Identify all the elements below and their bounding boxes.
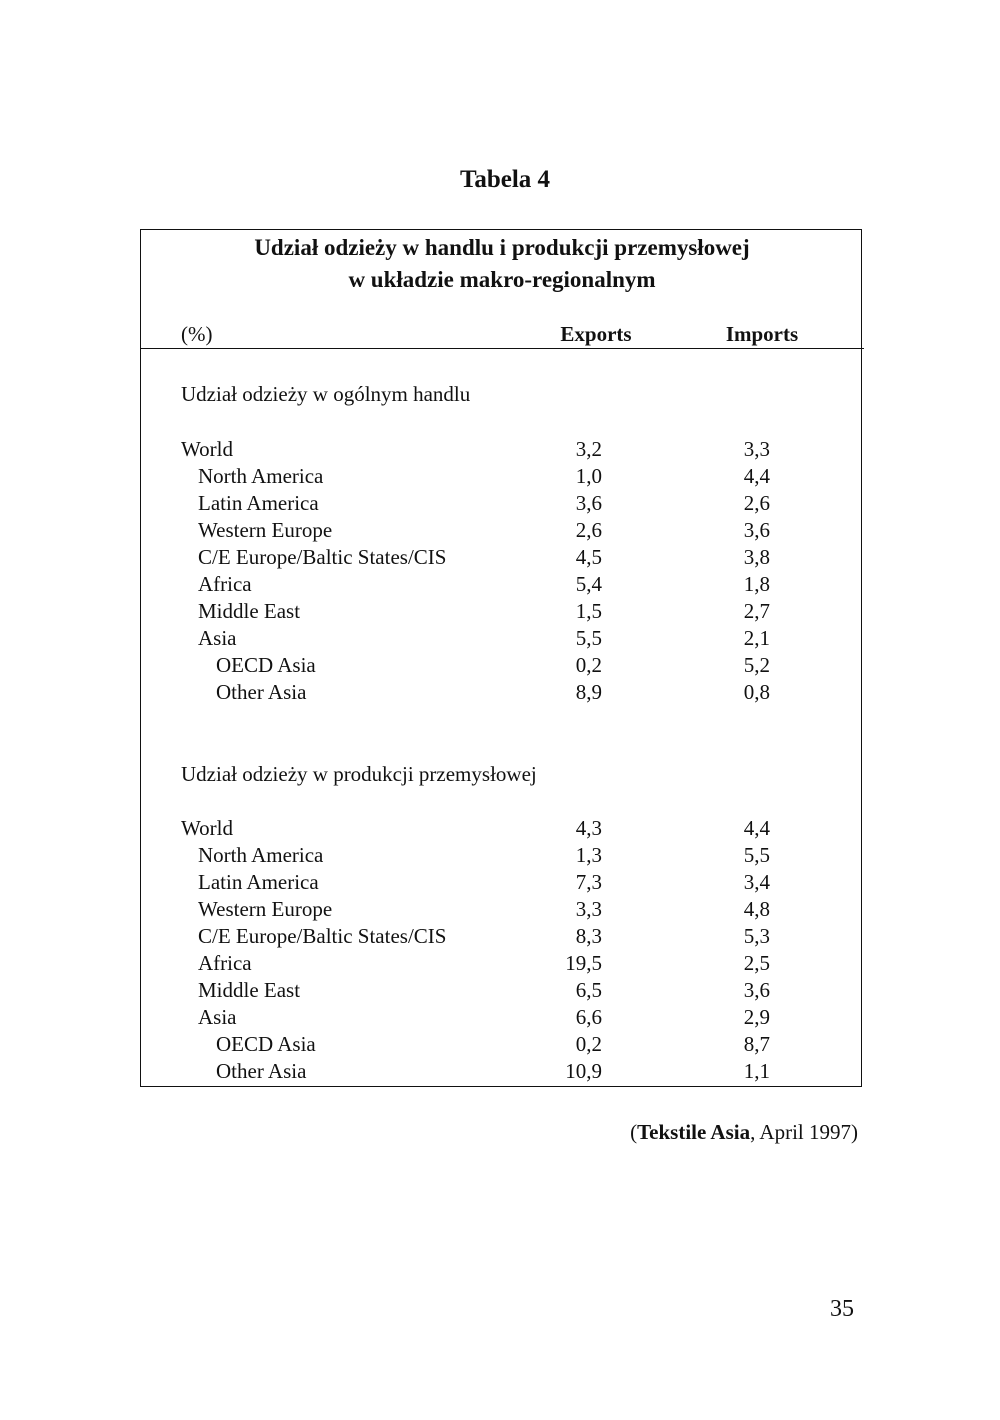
source-publication: Tekstile Asia [637, 1120, 751, 1144]
exports-value: 5,5 [575, 626, 602, 650]
row-label: C/E Europe/Baltic States/CIS [198, 545, 447, 569]
row-label: World [181, 437, 233, 461]
table-row [0, 464, 1000, 491]
table-row [0, 1059, 1000, 1086]
row-label: Africa [198, 951, 252, 975]
source-citation [630, 1120, 858, 1145]
row-label: World [181, 816, 233, 840]
imports-value: 2,6 [743, 491, 770, 515]
imports-value: 2,1 [743, 626, 770, 650]
unit-label: (%) [181, 322, 213, 346]
page-number: 35 [830, 1296, 854, 1322]
imports-value: 0,8 [743, 680, 770, 704]
source-date: , April 1997) [750, 1120, 858, 1144]
imports-value: 4,4 [743, 816, 770, 840]
table-row [0, 626, 1000, 653]
exports-value: 7,3 [575, 870, 602, 894]
section-title-trade: Udział odzieży w ogólnym handlu [181, 382, 471, 406]
row-label: Asia [198, 626, 237, 650]
table-row [0, 1032, 1000, 1059]
exports-value: 3,2 [575, 437, 602, 461]
row-label: North America [198, 843, 324, 867]
row-label: OECD Asia [216, 1032, 316, 1056]
exports-value: 6,6 [575, 1005, 602, 1029]
imports-value: 3,6 [743, 518, 770, 542]
table-row [0, 897, 1000, 924]
table-row [0, 599, 1000, 626]
row-label: Other Asia [216, 1059, 307, 1083]
imports-value: 1,8 [743, 572, 770, 596]
exports-value: 4,3 [575, 816, 602, 840]
source-open-paren: ( [630, 1120, 638, 1144]
table-row [0, 572, 1000, 599]
row-label: Western Europe [198, 518, 333, 542]
row-label: Latin America [198, 491, 319, 515]
table-title-line-1: Udział odzieży w handlu i produkcji przemysłowej [254, 235, 750, 260]
table-row [0, 978, 1000, 1005]
imports-value: 2,5 [743, 951, 770, 975]
imports-value: 5,2 [743, 653, 770, 677]
table-row [0, 870, 1000, 897]
exports-value: 10,9 [565, 1059, 602, 1083]
exports-value: 6,5 [575, 978, 602, 1002]
column-header-imports: Imports [725, 322, 799, 346]
table-row [0, 545, 1000, 572]
row-label: North America [198, 464, 324, 488]
table-caption: Tabela 4 [459, 166, 551, 193]
row-label: Middle East [198, 599, 301, 623]
table-row [0, 680, 1000, 707]
exports-value: 0,2 [575, 653, 602, 677]
column-header-exports: Exports [560, 322, 632, 346]
table-row [0, 924, 1000, 951]
table-title [140, 232, 864, 296]
imports-value: 5,5 [743, 843, 770, 867]
table-row [0, 951, 1000, 978]
imports-value: 8,7 [743, 1032, 770, 1056]
exports-value: 0,2 [575, 1032, 602, 1056]
imports-value: 1,1 [743, 1059, 770, 1083]
table-row [0, 843, 1000, 870]
row-label: Latin America [198, 870, 319, 894]
row-label: C/E Europe/Baltic States/CIS [198, 924, 447, 948]
imports-value: 2,7 [743, 599, 770, 623]
table-title-line-2: w układzie makro-regionalnym [348, 267, 656, 292]
imports-value: 3,4 [743, 870, 770, 894]
exports-value: 8,9 [575, 680, 602, 704]
exports-value: 1,3 [575, 843, 602, 867]
row-label: Middle East [198, 978, 301, 1002]
table-row [0, 518, 1000, 545]
exports-value: 2,6 [575, 518, 602, 542]
row-label: Africa [198, 572, 252, 596]
imports-value: 3,3 [743, 437, 770, 461]
exports-value: 5,4 [575, 572, 602, 596]
section-title-production: Udział odzieży w produkcji przemysłowej [181, 762, 537, 786]
table-row [0, 1005, 1000, 1032]
imports-value: 4,4 [743, 464, 770, 488]
table-row [0, 491, 1000, 518]
row-label: Western Europe [198, 897, 333, 921]
imports-value: 2,9 [743, 1005, 770, 1029]
exports-value: 3,3 [575, 897, 602, 921]
imports-value: 3,8 [743, 545, 770, 569]
header-rule [140, 348, 864, 349]
row-label: OECD Asia [216, 653, 316, 677]
imports-value: 3,6 [743, 978, 770, 1002]
imports-value: 5,3 [743, 924, 770, 948]
exports-value: 1,5 [575, 599, 602, 623]
exports-value: 8,3 [575, 924, 602, 948]
imports-value: 4,8 [743, 897, 770, 921]
row-label: Asia [198, 1005, 237, 1029]
exports-value: 4,5 [575, 545, 602, 569]
table-row [0, 653, 1000, 680]
table-row [0, 816, 1000, 843]
row-label: Other Asia [216, 680, 307, 704]
table-row [0, 437, 1000, 464]
exports-value: 1,0 [575, 464, 602, 488]
exports-value: 3,6 [575, 491, 602, 515]
exports-value: 19,5 [565, 951, 602, 975]
